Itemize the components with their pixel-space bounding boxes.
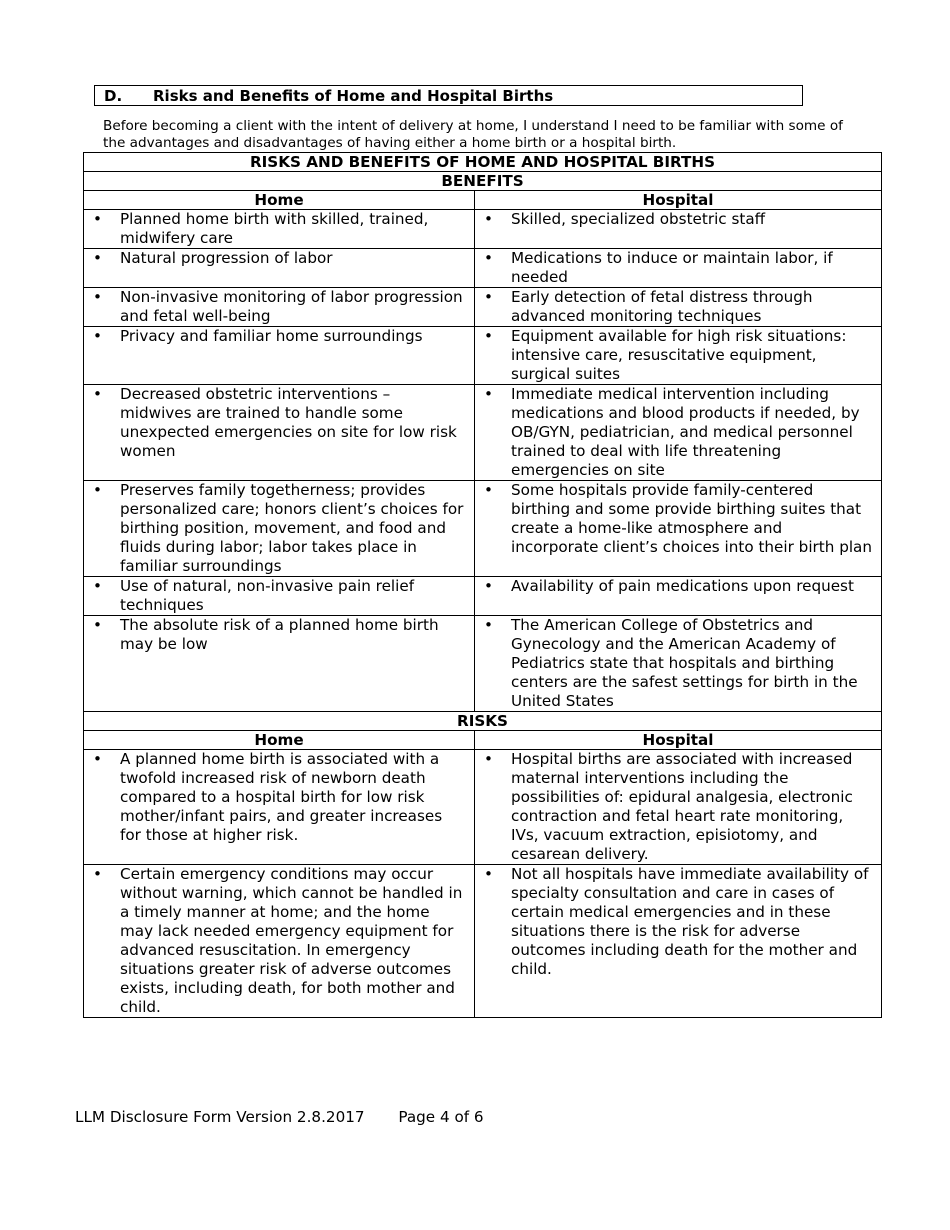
benefit-home-cell xyxy=(84,481,475,577)
cell-text: Medications to induce or maintain labor, if needed xyxy=(511,249,833,286)
risks-benefits-table xyxy=(83,152,882,1018)
benefit-hospital-cell xyxy=(475,249,882,288)
cell-text: A planned home birth is associated with a twofold increased risk of newborn death compared to a hospital birth for low risk mother/infant pairs, and greater increases for those at higher risk. xyxy=(120,750,443,844)
bullet: • xyxy=(484,865,493,883)
bullet: • xyxy=(93,327,102,345)
cell-text: Privacy and familiar home surroundings xyxy=(120,327,423,345)
benefits-col-hospital: Hospital xyxy=(475,191,882,210)
benefit-hospital-cell xyxy=(475,577,882,616)
section-title: Risks and Benefits of Home and Hospital Births xyxy=(153,87,554,105)
cell-text: Hospital births are associated with increased maternal interventions including the possibilities of: epidural analgesia, electronic contraction and fetal heart rate monitoring, IVs, vacuum extraction, episiotomy, and cesarean delivery. xyxy=(511,750,853,863)
table-row xyxy=(84,481,882,577)
risk-hospital-cell xyxy=(475,865,882,1018)
benefit-home-cell xyxy=(84,577,475,616)
benefit-home-cell xyxy=(84,616,475,712)
cell-text: Natural progression of labor xyxy=(120,249,333,267)
risk-home-cell xyxy=(84,865,475,1018)
bullet: • xyxy=(93,288,102,306)
bullet: • xyxy=(484,210,493,228)
bullet: • xyxy=(93,210,102,228)
bullet: • xyxy=(484,750,493,768)
bullet: • xyxy=(484,616,493,634)
cell-text: Certain emergency conditions may occur without warning, which cannot be handled in a timely manner at home; and the home may lack needed emergency equipment for advanced resuscitation. In emergency situations greater risk of adverse outcomes exists, including death, for both mother and child. xyxy=(120,865,463,1016)
bullet: • xyxy=(93,249,102,267)
cell-text: Use of natural, non-invasive pain relief techniques xyxy=(120,577,415,614)
section-heading-box xyxy=(94,85,803,106)
risk-home-cell xyxy=(84,750,475,865)
bullet: • xyxy=(484,481,493,499)
page-footer xyxy=(75,1107,484,1127)
bullet: • xyxy=(93,577,102,595)
bullet: • xyxy=(93,750,102,768)
cell-text: Non-invasive monitoring of labor progression and fetal well-being xyxy=(120,288,463,325)
table-row xyxy=(84,577,882,616)
cell-text: Preserves family togetherness; provides personalized care; honors client’s choices for birthing position, movement, and food and fluids during labor; labor takes place in familiar surroundings xyxy=(120,481,464,575)
cell-text: Immediate medical intervention including medications and blood products if needed, by OB/GYN, pediatrician, and medical personnel trained to deal with life threatening emergencies on site xyxy=(511,385,860,479)
bullet: • xyxy=(484,577,493,595)
risk-hospital-cell xyxy=(475,750,882,865)
table-row xyxy=(84,750,882,865)
benefit-hospital-cell xyxy=(475,385,882,481)
benefit-hospital-cell xyxy=(475,288,882,327)
table-row xyxy=(84,616,882,712)
benefits-col-home: Home xyxy=(84,191,475,210)
table-row xyxy=(84,249,882,288)
benefit-home-cell xyxy=(84,288,475,327)
section-letter: D. xyxy=(104,87,123,105)
cell-text: The absolute risk of a planned home birth may be low xyxy=(120,616,439,653)
table-row xyxy=(84,385,882,481)
benefit-hospital-cell xyxy=(475,616,882,712)
risks-col-home: Home xyxy=(84,731,475,750)
benefits-heading: BENEFITS xyxy=(84,172,882,191)
bullet: • xyxy=(484,249,493,267)
risks-heading: RISKS xyxy=(84,712,882,731)
bullet: • xyxy=(484,288,493,306)
benefit-hospital-cell xyxy=(475,210,882,249)
footer-page-number: Page 4 of 6 xyxy=(398,1108,484,1126)
benefit-home-cell xyxy=(84,249,475,288)
bullet: • xyxy=(93,385,102,403)
cell-text: Skilled, specialized obstetric staff xyxy=(511,210,766,228)
cell-text: Planned home birth with skilled, trained, midwifery care xyxy=(120,210,429,247)
bullet: • xyxy=(484,327,493,345)
bullet: • xyxy=(484,385,493,403)
benefit-home-cell xyxy=(84,385,475,481)
table-row xyxy=(84,865,882,1018)
cell-text: Not all hospitals have immediate availability of specialty consultation and care in cases of certain medical emergencies and in these situations there is the risk for adverse outcomes including death for the mother and child. xyxy=(511,865,869,978)
footer-form-version: LLM Disclosure Form Version 2.8.2017 xyxy=(75,1108,365,1126)
table-row xyxy=(84,327,882,385)
cell-text: The American College of Obstetrics and Gynecology and the American Academy of Pediatrics state that hospitals and birthing centers are the safest settings for birth in the United States xyxy=(511,616,858,710)
table-row xyxy=(84,288,882,327)
cell-text: Equipment available for high risk situations: intensive care, resuscitative equipment, surgical suites xyxy=(511,327,847,383)
intro-paragraph: Before becoming a client with the intent of delivery at home, I understand I need to be familiar with some of the advantages and disadvantages of having either a home birth or a hospital birth. xyxy=(103,118,843,151)
bullet: • xyxy=(93,865,102,883)
bullet: • xyxy=(93,616,102,634)
benefit-home-cell xyxy=(84,210,475,249)
benefit-hospital-cell xyxy=(475,327,882,385)
table-title: RISKS AND BENEFITS OF HOME AND HOSPITAL BIRTHS xyxy=(84,153,882,172)
benefit-home-cell xyxy=(84,327,475,385)
cell-text: Some hospitals provide family-centered birthing and some provide birthing suites that create a home-like atmosphere and incorporate client’s choices into their birth plan xyxy=(511,481,872,556)
risks-col-hospital: Hospital xyxy=(475,731,882,750)
bullet: • xyxy=(93,481,102,499)
cell-text: Availability of pain medications upon request xyxy=(511,577,854,595)
cell-text: Early detection of fetal distress through advanced monitoring techniques xyxy=(511,288,813,325)
benefit-hospital-cell xyxy=(475,481,882,577)
table-row xyxy=(84,210,882,249)
cell-text: Decreased obstetric interventions – midwives are trained to handle some unexpected emergencies on site for low risk women xyxy=(120,385,457,460)
